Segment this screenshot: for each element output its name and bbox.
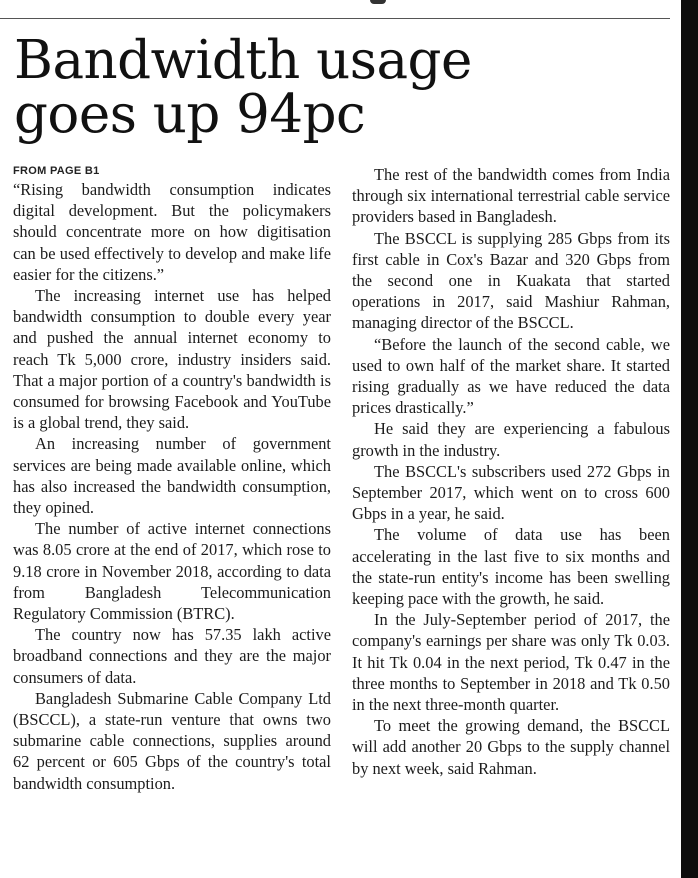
top-divider [0, 18, 670, 19]
article-column-left [13, 164, 331, 794]
article-column-right [352, 164, 670, 779]
page-edge-shadow [681, 0, 698, 878]
paragraph: “Rising bandwidth consumption indicates digital development. But the policymakers should concentrate more on how digitisation can be used effectively to develop and make life easier for the citizens.” [13, 180, 331, 284]
paragraph: The rest of the bandwidth comes from India through six international terrestrial cable service providers based in Bangladesh. [352, 165, 670, 227]
paragraph: An increasing number of government services are being made available online, which has also increased the bandwidth consumption, they opined. [13, 434, 331, 518]
paragraph: The BSCCL is supplying 285 Gbps from its first cable in Cox's Bazar and 320 Gbps from the second one in Kuakata that started operations in 2017, said Mashiur Rahman, managing director of the BSCCL. [352, 228, 670, 333]
headline-line-2: goes up 94pc [14, 84, 366, 145]
paragraph: In the July-September period of 2017, the company's earnings per share was only Tk 0.03. It hit Tk 0.04 in the next period, Tk 0.47 in the three months to September in 2018 and Tk 0.50 in the next three-month quarter. [352, 610, 670, 715]
headline-line-1: Bandwidth usage [14, 30, 472, 91]
paragraph: “Before the launch of the second cable, we used to own half of the market share. It started rising gradually as we have reduced the data prices drastically.” [352, 334, 670, 418]
paragraph: The country now has 57.35 lakh active broadband connections and they are the major consumers of data. [13, 625, 331, 687]
paragraph: The BSCCL's subscribers used 272 Gbps in September 2017, which went on to cross 600 Gbps in a year, he said. [352, 461, 670, 524]
paragraph: Bangladesh Submarine Cable Company Ltd (BSCCL), a state-run venture that owns two submarine cable connections, supplies around 62 percent or 605 Gbps of the country's total bandwidth consumption. [13, 688, 331, 793]
page-top-mark [370, 0, 386, 4]
paragraph: The volume of data use has been accelerating in the last five to six months and the state-run entity's income has been swelling keeping pace with the growth, he said. [352, 525, 670, 609]
paragraph: The number of active internet connections was 8.05 crore at the end of 2017, which rose to 9.18 crore in November 2018, according to data from Bangladesh Telecommunication Regulatory Commission (BTRC). [13, 519, 331, 624]
paragraph: He said they are experiencing a fabulous growth in the industry. [352, 419, 670, 460]
paragraph: The increasing internet use has helped bandwidth consumption to double every year and pushed the annual internet economy to reach Tk 5,000 crore, industry insiders said. That a major portion of a country's bandwidth is consumed for browsing Facebook and YouTube is a global trend, they said. [13, 286, 331, 433]
jump-kicker: FROM PAGE B1 [13, 165, 100, 177]
paragraph: To meet the growing demand, the BSCCL will add another 20 Gbps to the supply channel by next week, said Rahman. [352, 716, 670, 778]
headline [14, 30, 654, 145]
